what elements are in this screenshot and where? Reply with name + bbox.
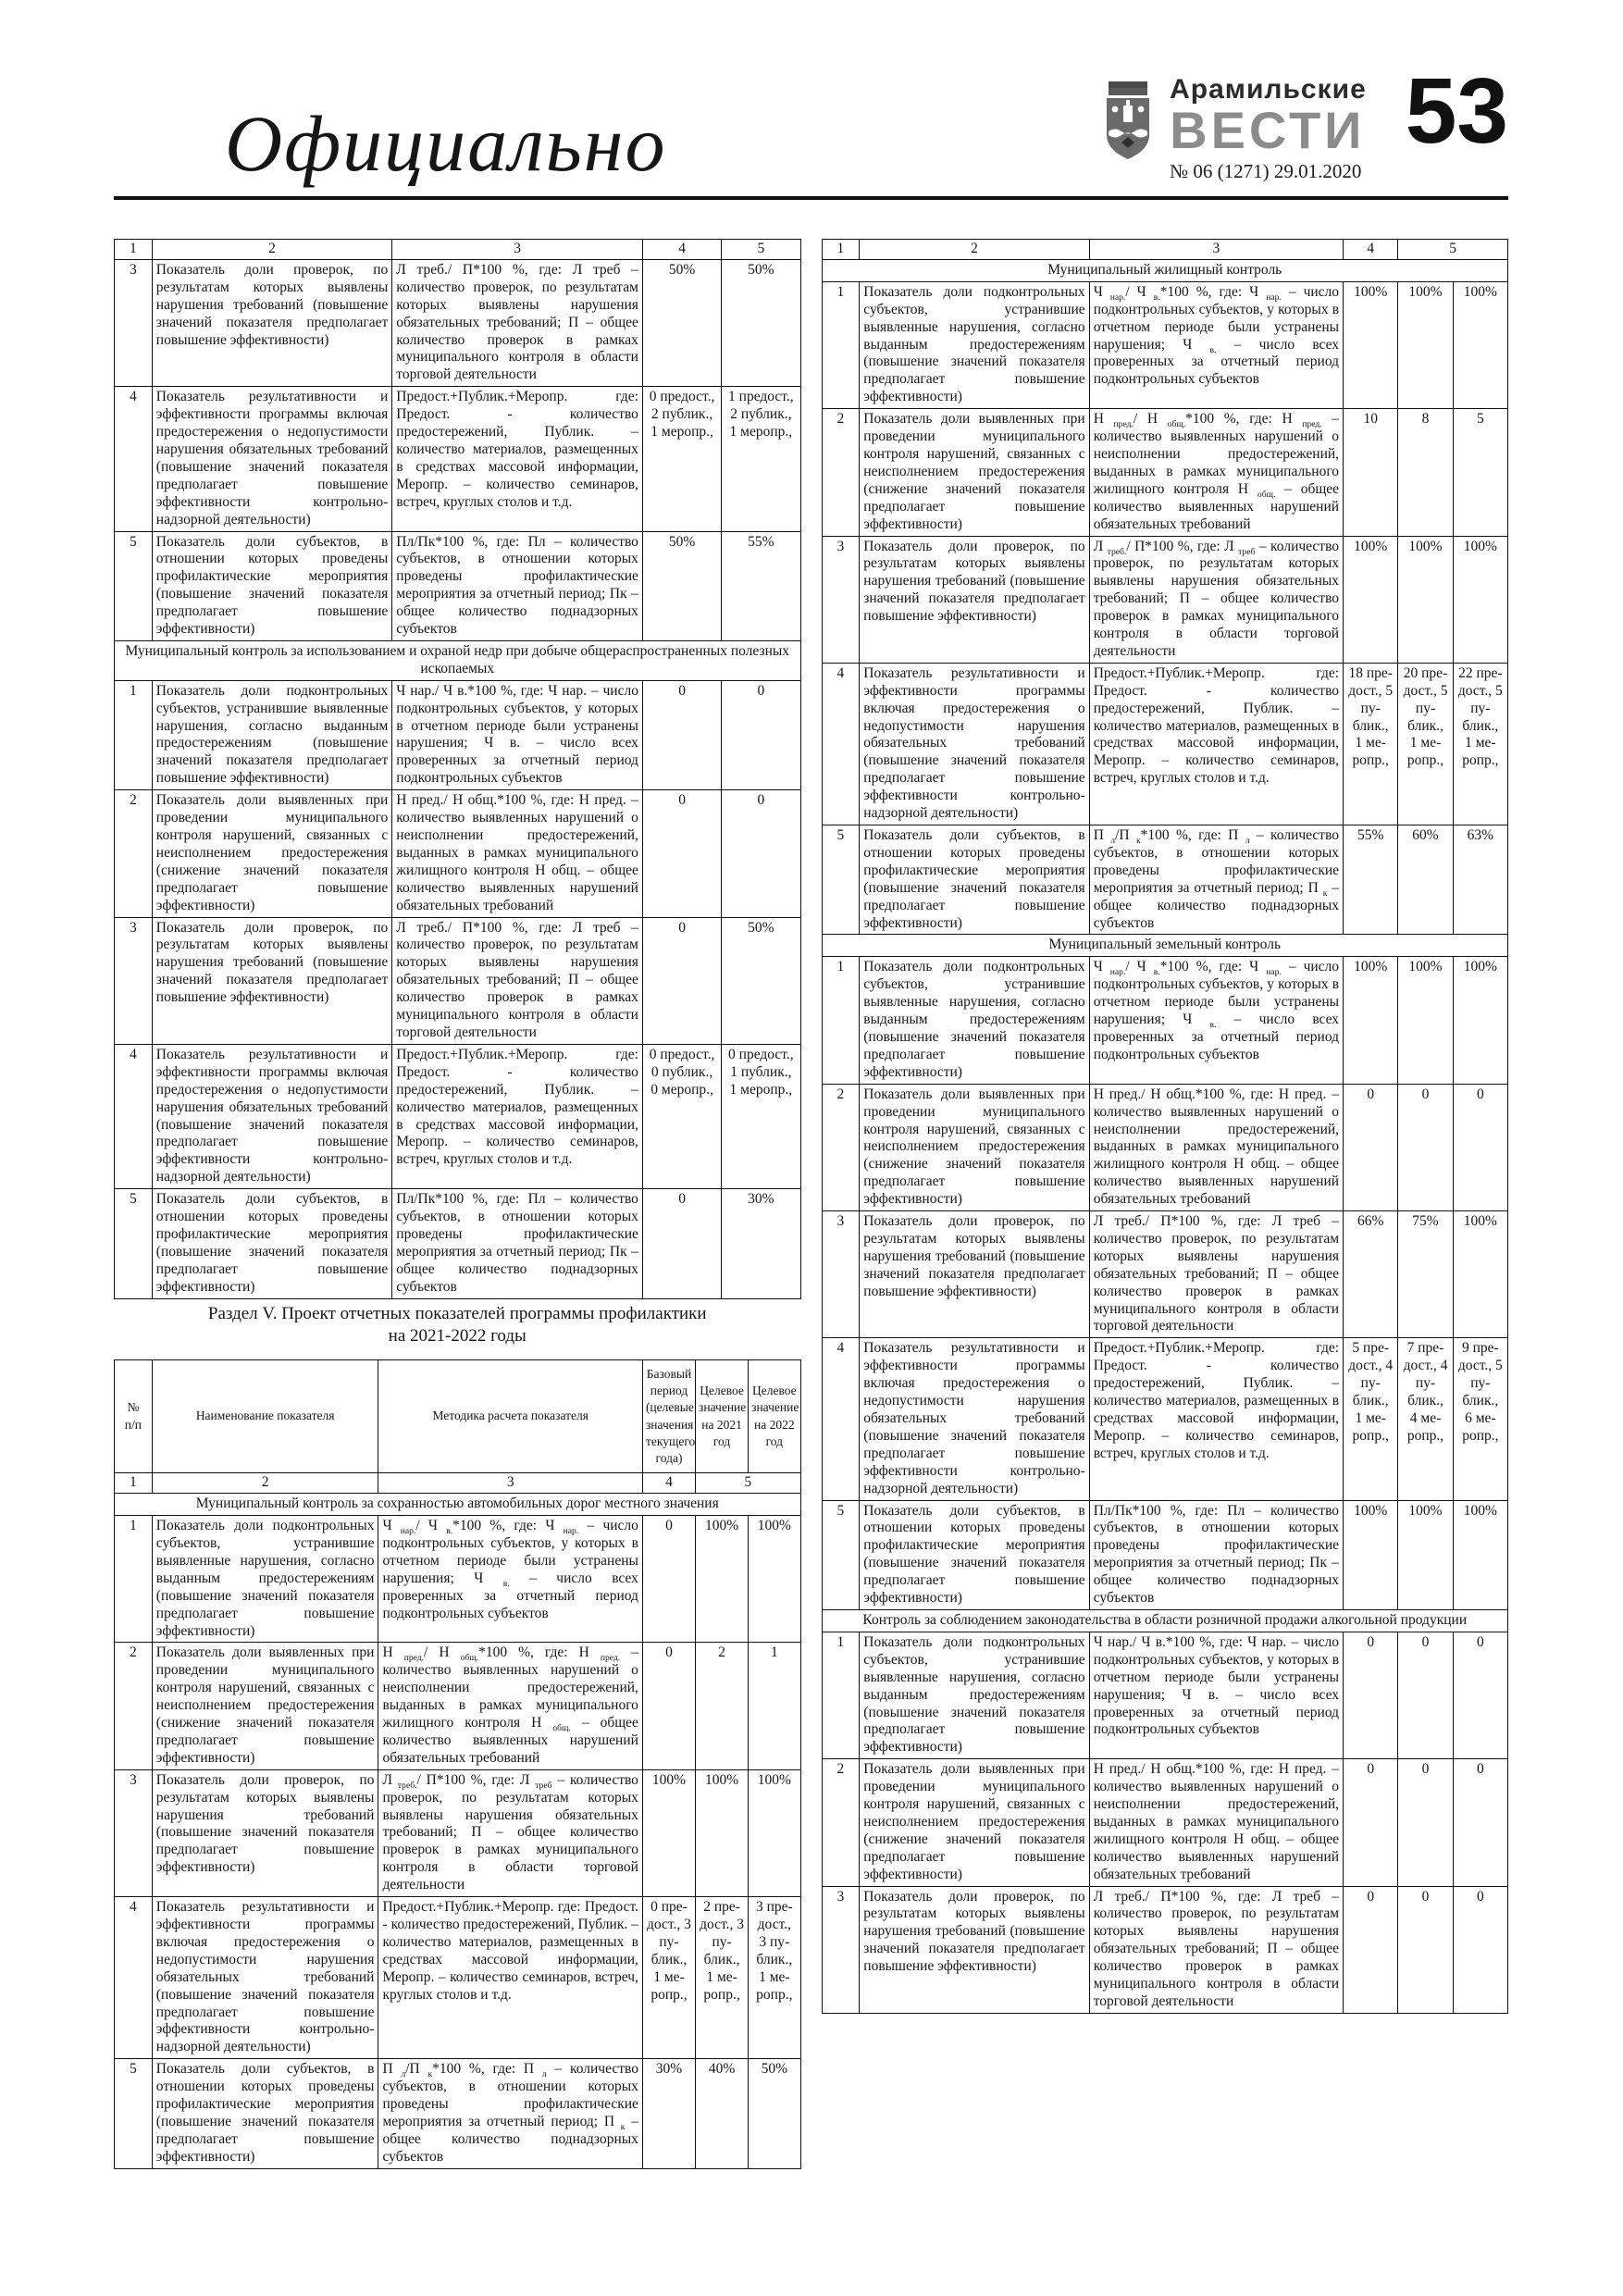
- value-cell: 60%: [1398, 825, 1453, 935]
- value-cell: 100%: [696, 1516, 749, 1643]
- formula-cell: Л треб./ П*100 %, где: Л треб – количество проверок, по результатам которых выявлены нарушения обязательных требований; П – общее количество проверок в рамках муниципального контроля в области торговой деятельности: [392, 917, 643, 1044]
- formula-cell: Предост.+Публик.+Меропр. где: Предост. - количество предостережений, Публик. – количество материалов, размещенных в средствах массовой информации, Меропр. – количество семинаров, встреч, круглых столов и т.д.: [1089, 1338, 1343, 1500]
- row-number-cell: 3: [822, 536, 860, 663]
- row-number-cell: 5: [115, 531, 153, 640]
- value-cell: 0: [1398, 1886, 1453, 2013]
- formula-cell: Л треб./ П*100 %, где: Л треб – количество проверок, по результатам которых выявлены нарушения обязательных требований; П – общее количество проверок в рамках муниципального контроля в области торговой деятельности: [392, 259, 643, 386]
- indicator-name-cell: Показатель доли выявленных при проведении муниципального контроля нарушений, связанных с неисполнением предостережения (снижение значений показателя предполагает повышение эффективности): [860, 1084, 1089, 1210]
- row-number-cell: 3: [822, 1211, 860, 1338]
- value-cell: 55%: [722, 531, 800, 640]
- formula-cell: П $_л$/П $_к$*100 %, где: П $_л$ – количество субъектов, в отношении которых проведены профилактические мероприятия за отчетный период; П $_к$ – общее количество поднадзорных субъектов: [1089, 825, 1343, 935]
- table-row: [822, 825, 1508, 935]
- issue-info: № 06 (1271) 29.01.2020: [1170, 160, 1362, 182]
- value-cell: 0: [1398, 1084, 1453, 1210]
- column-number-cell: 3: [392, 240, 643, 260]
- table-row: [115, 917, 801, 1044]
- table-row: [115, 259, 801, 386]
- column-number-cell: 1: [115, 1473, 153, 1494]
- value-cell: 100%: [1453, 1500, 1507, 1609]
- value-cell: 100%: [1398, 281, 1453, 408]
- value-cell: 100%: [1453, 1211, 1507, 1338]
- value-cell: 50%: [749, 2059, 800, 2168]
- table-row: [822, 1500, 1508, 1609]
- row-number-cell: 5: [115, 1189, 153, 1298]
- formula-cell: Предост.+Публик.+Меропр. где: Предост. - количество предостережений, Публик. – количество материалов, размещенных в средствах массовой информации, Меропр. – количество семинаров, встреч, круглых столов и т.д.: [378, 1897, 642, 2059]
- city-coat-of-arms-icon: [1099, 80, 1157, 161]
- column-numbers-row: [115, 1473, 801, 1494]
- value-cell: 0: [1344, 1632, 1398, 1758]
- section-title-cell: Муниципальный земельный контроль: [822, 935, 1508, 957]
- column-number-cell: 3: [378, 1473, 642, 1494]
- section-row: [822, 935, 1508, 957]
- value-cell: 100%: [642, 1769, 695, 1896]
- brand-name-label: ВЕСТИ: [1170, 100, 1366, 159]
- value-cell: 0 предост., 2 публик., 1 меропр.,: [642, 387, 721, 531]
- section-title-cell: Контроль за соблюдением законодательства в области розничной продажи алкогольной продукции: [822, 1609, 1508, 1632]
- formula-cell: Ч $_{нар.}$/ Ч $_{в.}$*100 %, где: Ч $_{нар.}$ – число подконтрольных субъектов, у которых в отчетном периоде были устранены нарушения; Ч $_{в.}$ – число всех проверенных за отчетный период подконтрольных субъектов: [1089, 281, 1343, 408]
- table-row: [822, 1084, 1508, 1210]
- table-row: [115, 1643, 801, 1769]
- table-row: [822, 536, 1508, 663]
- section-v-title-line1: Раздел V. Проект отчетных показателей программы профилактики: [207, 1303, 707, 1323]
- table-header-cell: Методика расчета показателя: [378, 1359, 642, 1472]
- value-cell: 0: [1453, 1886, 1507, 2013]
- column-numbers-row: [115, 240, 801, 260]
- indicator-name-cell: Показатель доли подконтрольных субъектов, устранившие выявленные нарушения, согласно выданным предостережениям (повышение значений показателя предполагает повышение эффективности): [152, 680, 392, 789]
- formula-cell: Пл/Пк*100 %, где: Пл – количество субъектов, в отношении которых проведены профилактические мероприятия за отчетный период; Пк – общее количество поднадзорных субъектов: [1089, 1500, 1343, 1609]
- table-header-cell: Наименование показателя: [152, 1359, 378, 1472]
- row-number-cell: 2: [115, 1643, 153, 1769]
- value-cell: 2 предост., 3 публик., 1 меропр.,: [696, 1897, 749, 2059]
- table-row: [115, 1897, 801, 2059]
- indicator-name-cell: Показатель доли подконтрольных субъектов, устранившие выявленные нарушения, согласно выданным предостережениям (повышение значений показателя предполагает повышение эффективности): [860, 1632, 1089, 1758]
- table-header-cell: № п/п: [115, 1359, 153, 1472]
- table-trade-and-mineral-control: [114, 239, 801, 1299]
- indicator-name-cell: Показатель доли субъектов, в отношении которых проведены профилактические мероприятия (повышение значений показателя предполагает повышение эффективности): [152, 531, 392, 640]
- page-number: 53: [1405, 58, 1508, 163]
- value-cell: 22 предост., 5 публик., 1 меропр.,: [1453, 663, 1507, 825]
- row-number-cell: 2: [822, 409, 860, 536]
- value-cell: 50%: [722, 259, 800, 386]
- value-cell: 0 предост., 1 публик., 1 меропр.,: [722, 1044, 800, 1188]
- indicator-name-cell: Показатель доли проверок, по результатам которых выявлены нарушения требований (повышение значений показателя предполагает повышение эффективности): [152, 259, 392, 386]
- formula-cell: П $_л$/П $_к$*100 %, где: П $_л$ – количество субъектов, в отношении которых проведены профилактические мероприятия за отчетный период; П $_к$ – общее количество поднадзорных субъектов: [378, 2059, 642, 2168]
- section-row: [115, 1494, 801, 1516]
- value-cell: 100%: [1453, 957, 1507, 1084]
- value-cell: 0: [1453, 1632, 1507, 1758]
- table-header-cell: Целевое значение на 2021 год: [696, 1359, 749, 1472]
- table-row: [822, 1886, 1508, 2013]
- value-cell: 0: [1398, 1759, 1453, 1886]
- column-number-cell: 2: [860, 240, 1089, 260]
- value-cell: 0: [1398, 1632, 1453, 1758]
- section-title-cell: Муниципальный контроль за сохранностью автомобильных дорог местного значения: [115, 1494, 801, 1516]
- value-cell: 40%: [696, 2059, 749, 2168]
- table-row: [115, 531, 801, 640]
- value-cell: 3 предост., 3 публик., 1 меропр.,: [749, 1897, 800, 2059]
- indicator-name-cell: Показатель доли подконтрольных субъектов, устранившие выявленные нарушения, согласно выданным предостережениям (повышение значений показателя предполагает повышение эффективности): [152, 1516, 378, 1643]
- formula-cell: Л $_{треб.}$/ П*100 %, где: Л $_{треб}$ – количество проверок, по результатам которых выявлены нарушения обязательных требований; П – общее количество проверок в рамках муниципального контроля в области торговой деятельности: [1089, 536, 1343, 663]
- indicator-name-cell: Показатель доли выявленных при проведении муниципального контроля нарушений, связанных с неисполнением предостережения (снижение значений показателя предполагает повышение эффективности): [860, 409, 1089, 536]
- row-number-cell: 2: [822, 1759, 860, 1886]
- row-number-cell: 3: [115, 259, 153, 386]
- value-cell: 100%: [1453, 536, 1507, 663]
- formula-cell: Ч $_{нар.}$/ Ч $_{в.}$*100 %, где: Ч $_{нар.}$ – число подконтрольных субъектов, у которых в отчетном периоде были устранены нарушения; Ч $_{в.}$ – число всех проверенных за отчетный период подконтрольных субъектов: [378, 1516, 642, 1643]
- indicator-name-cell: Показатель доли субъектов, в отношении которых проведены профилактические мероприятия (повышение значений показателя предполагает повышение эффективности): [860, 825, 1089, 935]
- value-cell: 2: [696, 1643, 749, 1769]
- indicator-name-cell: Показатель доли проверок, по результатам которых выявлены нарушения требований (повышение значений показателя предполагает повышение эффективности): [860, 1886, 1089, 2013]
- value-cell: 0: [1344, 1759, 1398, 1886]
- value-cell: 100%: [696, 1769, 749, 1896]
- column-number-cell: 2: [152, 1473, 378, 1494]
- row-number-cell: 1: [822, 1632, 860, 1758]
- value-cell: 100%: [1344, 281, 1398, 408]
- value-cell: 100%: [1453, 281, 1507, 408]
- left-column: [114, 239, 801, 2169]
- right-column: [822, 239, 1509, 2014]
- section-row: [822, 259, 1508, 281]
- value-cell: 0 предост., 0 публик., 0 меропр.,: [642, 1044, 721, 1188]
- value-cell: 5: [1453, 409, 1507, 536]
- column-number-cell: 5: [722, 240, 800, 260]
- indicator-name-cell: Показатель доли субъектов, в отношении которых проведены профилактические мероприятия (повышение значений показателя предполагает повышение эффективности): [152, 2059, 378, 2168]
- value-cell: 100%: [749, 1516, 800, 1643]
- section-v-title-line2: на 2021-2022 годы: [388, 1326, 527, 1347]
- value-cell: 100%: [1344, 957, 1398, 1084]
- value-cell: 100%: [1398, 536, 1453, 663]
- column-number-cell: 5: [1398, 240, 1508, 260]
- masthead: [114, 44, 1508, 188]
- column-number-cell: 3: [1089, 240, 1343, 260]
- formula-cell: Пл/Пк*100 %, где: Пл – количество субъектов, в отношении которых проведены профилактические мероприятия за отчетный период; Пк – общее количество поднадзорных субъектов: [392, 1189, 643, 1298]
- value-cell: 1 предост., 2 публик., 1 меропр.,: [722, 387, 800, 531]
- table-row: [822, 409, 1508, 536]
- section-row: [822, 1609, 1508, 1632]
- table-row: [822, 957, 1508, 1084]
- row-number-cell: 1: [115, 1516, 153, 1643]
- table-housing-land-alcohol-control: [822, 239, 1509, 2014]
- row-number-cell: 3: [822, 1886, 860, 2013]
- value-cell: 0: [642, 917, 721, 1044]
- value-cell: 50%: [642, 259, 721, 386]
- table-row: [115, 680, 801, 789]
- value-cell: 55%: [1344, 825, 1398, 935]
- formula-cell: Л $_{треб.}$/ П*100 %, где: Л $_{треб}$ – количество проверок, по результатам которых выявлены нарушения обязательных требований; П – общее количество проверок в рамках муниципального контроля в области торговой деятельности: [378, 1769, 642, 1896]
- content-columns: [114, 239, 1508, 2169]
- indicator-name-cell: Показатель результативности и эффективности программы включая предостережения о недопустимости нарушения обязательных требований (повышение значений показателя предполагает повышение эффективности контрольно-надзорной деятельности): [152, 1897, 378, 2059]
- indicator-name-cell: Показатель доли субъектов, в отношении которых проведены профилактические мероприятия (повышение значений показателя предполагает повышение эффективности): [152, 1189, 392, 1298]
- indicator-name-cell: Показатель доли проверок, по результатам которых выявлены нарушения требований (повышение значений показателя предполагает повышение эффективности): [860, 536, 1089, 663]
- value-cell: 100%: [1344, 536, 1398, 663]
- row-number-cell: 5: [822, 825, 860, 935]
- formula-cell: Н $_{пред.}$/ Н $_{общ.}$*100 %, где: Н $_{пред.}$ – количество выявленных нарушений о неисполнении предостережений, выданных в рамках муниципального жилищного контроля Н $_{общ.}$ – общее количество выявленных нарушений обязательных требований: [378, 1643, 642, 1769]
- value-cell: 30%: [642, 2059, 695, 2168]
- section-v-title: [114, 1303, 801, 1348]
- column-number-cell: 1: [822, 240, 860, 260]
- brand-text: [1170, 74, 1367, 183]
- value-cell: 100%: [1398, 1500, 1453, 1609]
- formula-cell: Н пред./ Н общ.*100 %, где: Н пред. – количество выявленных нарушений о неисполнении предостережений, выданных в рамках муниципального жилищного контроля Н общ. – общее количество выявленных нарушений обязательных требований: [1089, 1759, 1343, 1886]
- indicator-name-cell: Показатель результативности и эффективности программы включая предостережения о недопустимости нарушения обязательных требований (повышение значений показателя предполагает повышение эффективности контрольно-надзорной деятельности): [152, 387, 392, 531]
- indicator-name-cell: Показатель доли выявленных при проведении муниципального контроля нарушений, связанных с неисполнением предостережения (снижение значений показателя предполагает повышение эффективности): [860, 1759, 1089, 1886]
- column-numbers-row: [822, 240, 1508, 260]
- row-number-cell: 4: [115, 1044, 153, 1188]
- formula-cell: Предост.+Публик.+Меропр. где: Предост. - количество предостережений, Публик. – количество материалов, размещенных в средствах массовой информации, Меропр. – количество семинаров, встреч, круглых столов и т.д.: [392, 387, 643, 531]
- value-cell: 50%: [642, 531, 721, 640]
- value-cell: 66%: [1344, 1211, 1398, 1338]
- table-header-cell: Базовый период (целевые значения текущего года): [642, 1359, 695, 1472]
- brand-city-label: Арамильские: [1170, 73, 1367, 105]
- value-cell: 0: [1453, 1759, 1507, 1886]
- formula-cell: Н пред./ Н общ.*100 %, где: Н пред. – количество выявленных нарушений о неисполнении предостережений, выданных в рамках муниципального жилищного контроля Н общ. – общее количество выявленных нарушений обязательных требований: [1089, 1084, 1343, 1210]
- formula-cell: Пл/Пк*100 %, где: Пл – количество субъектов, в отношении которых проведены профилактические мероприятия за отчетный период; Пк – общее количество поднадзорных субъектов: [392, 531, 643, 640]
- row-number-cell: 5: [115, 2059, 153, 2168]
- value-cell: 50%: [722, 917, 800, 1044]
- indicator-name-cell: Показатель доли подконтрольных субъектов, устранившие выявленные нарушения, согласно выданным предостережениям (повышение значений показателя предполагает повышение эффективности): [860, 281, 1089, 408]
- table-row: [822, 281, 1508, 408]
- formula-cell: Ч нар./ Ч в.*100 %, где: Ч нар. – число подконтрольных субъектов, у которых в отчетном периоде были устранены нарушения; Ч в. – число всех проверенных за отчетный период подконтрольных субъектов: [1089, 1632, 1343, 1758]
- table-header-cell: Целевое значение на 2022 год: [749, 1359, 800, 1472]
- formula-cell: Ч нар./ Ч в.*100 %, где: Ч нар. – число подконтрольных субъектов, у которых в отчетном периоде были устранены нарушения; Ч в. – число всех проверенных за отчетный период подконтрольных субъектов: [392, 680, 643, 789]
- formula-cell: Л треб./ П*100 %, где: Л треб – количество проверок, по результатам которых выявлены нарушения обязательных требований; П – общее количество проверок в рамках муниципального контроля в области торговой деятельности: [1089, 1211, 1343, 1338]
- table-row: [115, 2059, 801, 2168]
- column-number-cell: 2: [152, 240, 392, 260]
- indicator-name-cell: Показатель доли проверок, по результатам которых выявлены нарушения требований (повышение значений показателя предполагает повышение эффективности): [152, 917, 392, 1044]
- indicator-name-cell: Показатель доли проверок, по результатам которых выявлены нарушения требований (повышение значений показателя предполагает повышение эффективности): [860, 1211, 1089, 1338]
- value-cell: 9 предост., 5 публик., 6 меропр.,: [1453, 1338, 1507, 1500]
- value-cell: 8: [1398, 409, 1453, 536]
- value-cell: 75%: [1398, 1211, 1453, 1338]
- table-row: [822, 663, 1508, 825]
- value-cell: 0: [722, 680, 800, 789]
- row-number-cell: 4: [115, 387, 153, 531]
- value-cell: 100%: [749, 1769, 800, 1896]
- value-cell: 63%: [1453, 825, 1507, 935]
- indicator-name-cell: Показатель доли проверок, по результатам которых выявлены нарушения требований (повышение значений показателя предполагает повышение эффективности): [152, 1769, 378, 1896]
- column-number-cell: 4: [642, 240, 721, 260]
- value-cell: 0: [1344, 1084, 1398, 1210]
- indicator-name-cell: Показатель доли подконтрольных субъектов, устранившие выявленные нарушения, согласно выданным предостережениям (повышение значений показателя предполагает повышение эффективности): [860, 957, 1089, 1084]
- value-cell: 100%: [1344, 1500, 1398, 1609]
- row-number-cell: 2: [115, 790, 153, 917]
- value-cell: 10: [1344, 409, 1398, 536]
- row-number-cell: 1: [822, 281, 860, 408]
- value-cell: 1: [749, 1643, 800, 1769]
- value-cell: 0: [642, 1189, 721, 1298]
- row-number-cell: 1: [822, 957, 860, 1084]
- value-cell: 0: [722, 790, 800, 917]
- value-cell: 100%: [1398, 957, 1453, 1084]
- table-row: [115, 1769, 801, 1896]
- row-number-cell: 2: [822, 1084, 860, 1210]
- column-number-cell: 1: [115, 240, 153, 260]
- table-row: [822, 1759, 1508, 1886]
- table-row: [822, 1632, 1508, 1758]
- page-title: Официально: [225, 99, 667, 188]
- value-cell: 0 предост., 3 публик., 1 меропр.,: [642, 1897, 695, 2059]
- indicator-name-cell: Показатель результативности и эффективности программы включая предостережения о недопустимости нарушения обязательных требований (повышение значений показателя предполагает повышение эффективности контрольно-надзорной деятельности): [152, 1044, 392, 1188]
- header-divider: [114, 196, 1508, 200]
- table-header-row: [115, 1359, 801, 1472]
- indicator-name-cell: Показатель результативности и эффективности программы включая предостережения о недопустимости нарушения обязательных требований (повышение значений показателя предполагает повышение эффективности контрольно-надзорной деятельности): [860, 1338, 1089, 1500]
- value-cell: 5 предост., 4 публик., 1 меропр.,: [1344, 1338, 1398, 1500]
- table-row: [115, 1516, 801, 1643]
- indicator-name-cell: Показатель доли субъектов, в отношении которых проведены профилактические мероприятия (повышение значений показателя предполагает повышение эффективности): [860, 1500, 1089, 1609]
- formula-cell: Н $_{пред.}$/ Н $_{общ.}$*100 %, где: Н $_{пред.}$ – количество выявленных нарушений о неисполнении предостережений, выданных в рамках муниципального жилищного контроля Н $_{общ.}$ – общее количество выявленных нарушений обязательных требований: [1089, 409, 1343, 536]
- row-number-cell: 3: [115, 1769, 153, 1896]
- newspaper-brand: [1099, 58, 1508, 183]
- row-number-cell: 1: [115, 680, 153, 789]
- formula-cell: Л треб./ П*100 %, где: Л треб – количество проверок, по результатам которых выявлены нарушения обязательных требований; П – общее количество проверок в рамках муниципального контроля в области торговой деятельности: [1089, 1886, 1343, 2013]
- column-number-cell: 5: [696, 1473, 800, 1494]
- value-cell: 0: [642, 1516, 695, 1643]
- section-title-cell: Муниципальный жилищный контроль: [822, 259, 1508, 281]
- row-number-cell: 4: [822, 1338, 860, 1500]
- section-row: [115, 640, 801, 680]
- table-roads-control: [114, 1359, 801, 2169]
- table-row: [115, 387, 801, 531]
- row-number-cell: 5: [822, 1500, 860, 1609]
- table-row: [115, 790, 801, 917]
- row-number-cell: 4: [115, 1897, 153, 2059]
- column-number-cell: 4: [642, 1473, 695, 1494]
- indicator-name-cell: Показатель доли выявленных при проведении муниципального контроля нарушений, связанных с неисполнением предостережения (снижение значений показателя предполагает повышение эффективности): [152, 790, 392, 917]
- indicator-name-cell: Показатель доли выявленных при проведении муниципального контроля нарушений, связанных с неисполнением предостережения (снижение значений показателя предполагает повышение эффективности): [152, 1643, 378, 1769]
- indicator-name-cell: Показатель результативности и эффективности программы включая предостережения о недопустимости нарушения обязательных требований (повышение значений показателя предполагает повышение эффективности контрольно-надзорной деятельности): [860, 663, 1089, 825]
- formula-cell: Предост.+Публик.+Меропр. где: Предост. - количество предостережений, Публик. – количество материалов, размещенных в средствах массовой информации, Меропр. – количество семинаров, встреч, круглых столов и т.д.: [392, 1044, 643, 1188]
- value-cell: 0: [642, 1643, 695, 1769]
- value-cell: 0: [1453, 1084, 1507, 1210]
- table-row: [115, 1189, 801, 1298]
- formula-cell: Н пред./ Н общ.*100 %, где: Н пред. – количество выявленных нарушений о неисполнении предостережений, выданных в рамках муниципального жилищного контроля Н общ. – общее количество выявленных нарушений обязательных требований: [392, 790, 643, 917]
- formula-cell: Ч $_{нар.}$/ Ч $_{в.}$*100 %, где: Ч $_{нар.}$ – число подконтрольных субъектов, у которых в отчетном периоде были устранены нарушения; Ч $_{в.}$ – число всех проверенных за отчетный период подконтрольных субъектов: [1089, 957, 1343, 1084]
- value-cell: 20 предост., 5 публик., 1 меропр.,: [1398, 663, 1453, 825]
- value-cell: 0: [642, 680, 721, 789]
- section-title-cell: Муниципальный контроль за использованием и охраной недр при добыче общераспространенных полезных ископаемых: [115, 640, 801, 680]
- value-cell: 18 предост., 5 публик., 1 меропр.,: [1344, 663, 1398, 825]
- column-number-cell: 4: [1344, 240, 1398, 260]
- value-cell: 0: [1344, 1886, 1398, 2013]
- table-row: [115, 1044, 801, 1188]
- value-cell: 7 предост., 4 публик., 4 меропр.,: [1398, 1338, 1453, 1500]
- row-number-cell: 3: [115, 917, 153, 1044]
- row-number-cell: 4: [822, 663, 860, 825]
- table-row: [822, 1211, 1508, 1338]
- table-row: [822, 1338, 1508, 1500]
- formula-cell: Предост.+Публик.+Меропр. где: Предост. - количество предостережений, Публик. – количество материалов, размещенных в средствах массовой информации, Меропр. – количество семинаров, встреч, круглых столов и т.д.: [1089, 663, 1343, 825]
- value-cell: 30%: [722, 1189, 800, 1298]
- value-cell: 0: [642, 790, 721, 917]
